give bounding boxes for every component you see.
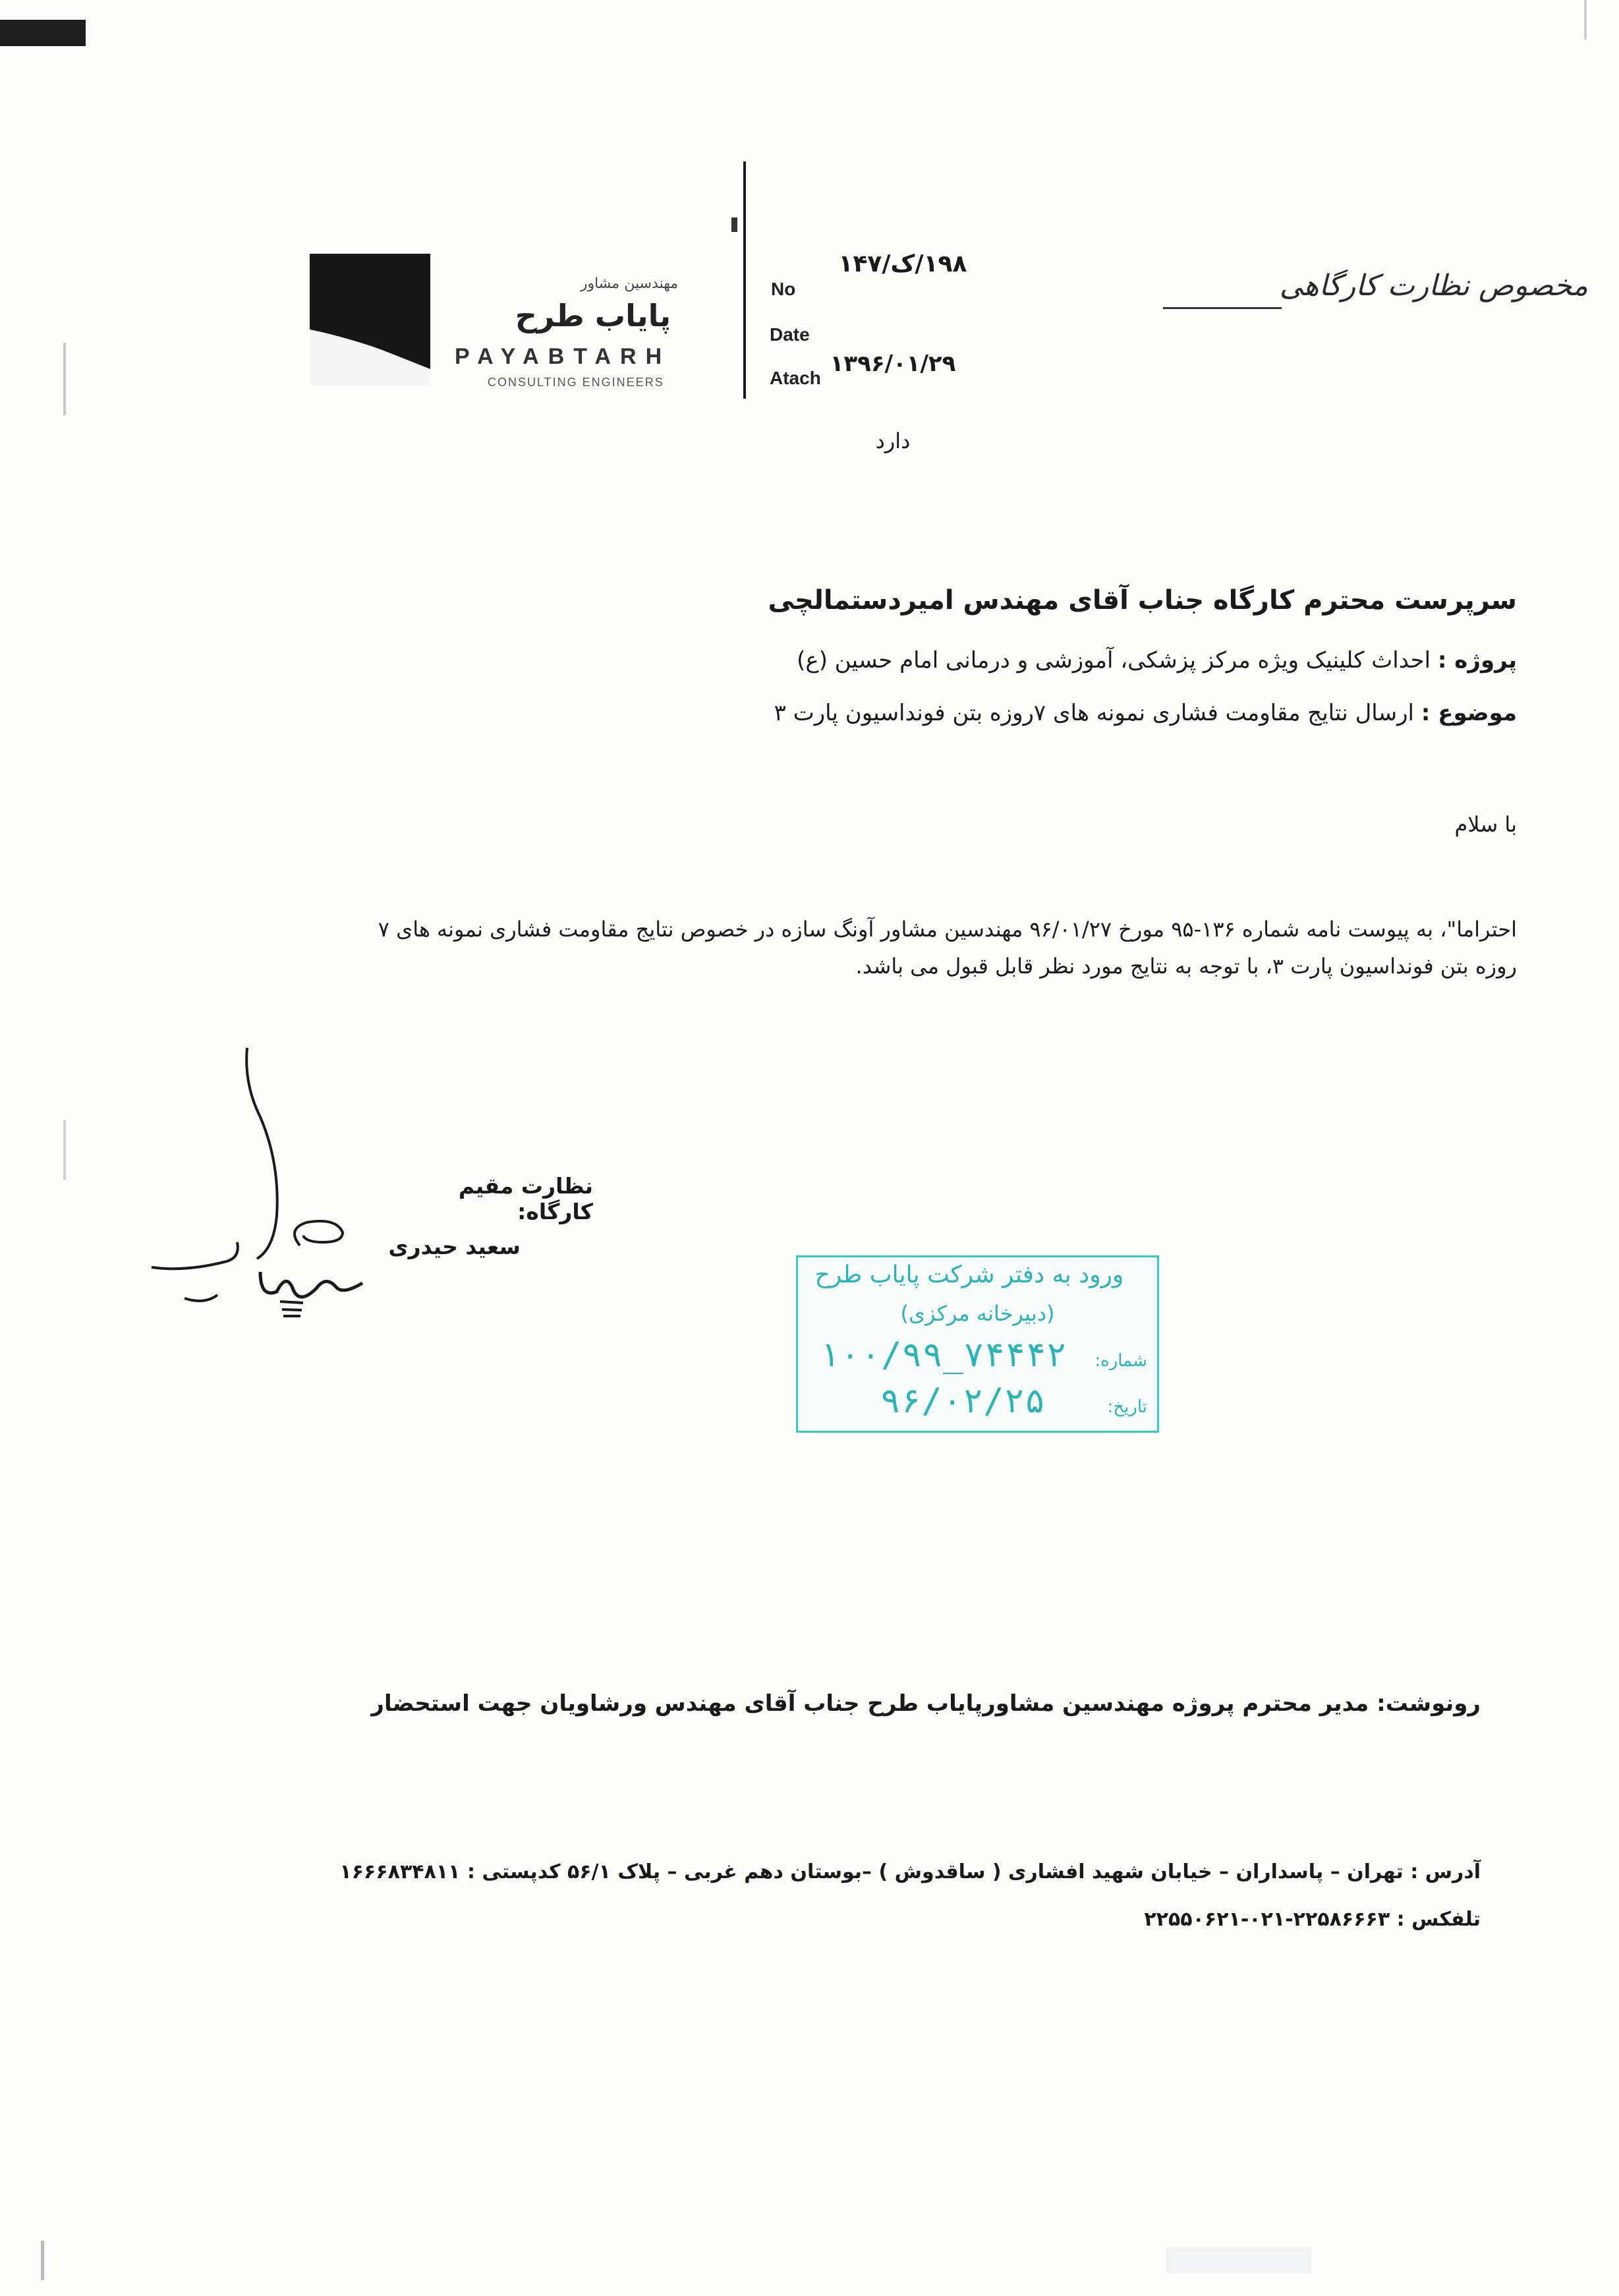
subject-line <box>133 700 1517 726</box>
letter-attach-label: Atach <box>770 368 821 388</box>
letter-date-label: Date <box>770 324 810 345</box>
project-label: پروژه : <box>1437 647 1517 674</box>
address-line: آدرس : تهران – پاسداران – خیابان شهید افشاری ( ساقدوش ) –بوستان دهم غربی – پلاک ۵۶/۱ کدپستی : ۱۶۶۶۸۳۴۸۱۱ <box>339 1860 1481 1883</box>
letter-number: ۱۹۸/ک/۱۴۷ <box>838 250 967 277</box>
signer-name: سعید حیدری <box>388 1234 521 1259</box>
cc-line: رونوشت: مدیر محترم پروژه مهندسین مشاورپایاب طرح جناب آقای مهندس ورشاویان جهت استحضار <box>371 1690 1481 1717</box>
receipt-date: ۹۶/۰۲/۲۵ <box>880 1381 1046 1421</box>
company-logo <box>310 254 430 386</box>
header-divider-mark <box>731 217 737 232</box>
company-subtitle-fa: مهندسین مشاور <box>580 275 679 292</box>
letter-no-label: No <box>771 279 796 299</box>
telfax-line: تلفکس : ۲۲۵۸۶۶۶۳-۰۲۱-۲۲۵۵۰۶۲۱ <box>1144 1908 1481 1931</box>
company-name-fa: پایاب طرح <box>515 298 671 333</box>
project-text: احداث کلینیک ویژه مرکز پزشکی، آموزشی و درمانی امام حسین (ع) <box>797 647 1431 674</box>
receipt-stamp <box>796 1255 1159 1433</box>
classification-underline <box>1163 307 1282 309</box>
scan-artifact-mark <box>0 20 86 46</box>
body-paragraph-line2: روزه بتن فونداسیون پارت ۳، با توجه به نتایج مورد نظر قابل قبول می باشد. <box>855 954 1517 979</box>
letter-date: ۱۳۹۶/۰۱/۲۹ <box>830 351 956 377</box>
scan-artifact-smudge <box>1166 2247 1311 2274</box>
signer-title: نظارت مقیم کارگاه: <box>458 1173 593 1224</box>
company-name-en: PAYABTARH <box>455 344 671 369</box>
scan-artifact-edge <box>41 2241 44 2280</box>
subject-text: ارسال نتایج مقاومت فشاری نمونه های ۷روزه بتن فونداسیون پارت ۳ <box>774 700 1414 726</box>
receipt-date-label: تاریخ: <box>1107 1397 1147 1417</box>
project-line <box>133 647 1517 674</box>
greeting: با سلام <box>1454 812 1517 837</box>
receipt-stamp-subtitle: (دبیرخانه مرکزی) <box>900 1301 1055 1326</box>
scan-artifact-edge <box>1584 0 1587 40</box>
classification-label: مخصوص نظارت کارگاهی <box>1279 269 1588 302</box>
attachment-status: دارد <box>875 428 911 453</box>
scan-artifact-edge <box>63 1120 66 1180</box>
company-subtitle-en: CONSULTING ENGINEERS <box>488 376 664 389</box>
scan-artifact-edge <box>63 343 66 415</box>
receipt-number-label: شماره: <box>1094 1351 1147 1371</box>
receipt-stamp-title: ورود به دفتر شرکت پایاب طرح <box>814 1261 1124 1288</box>
receipt-number: ۱۰۰/۹۹_۷۴۴۴۲ <box>819 1335 1067 1375</box>
body-paragraph-line1: احتراما"، به پیوست نامه شماره ۱۳۶-۹۵ مورخ ۹۶/۰۱/۲۷ مهندسین مشاور آونگ سازه در خصوص نتایج مقاومت فشاری نمونه های ۷ <box>378 917 1517 942</box>
handwritten-signature <box>145 1045 422 1335</box>
header-divider <box>743 161 746 399</box>
recipient-line: سرپرست محترم کارگاه جناب آقای مهندس امیردستمالچی <box>768 585 1517 616</box>
subject-label: موضوع : <box>1421 700 1517 726</box>
